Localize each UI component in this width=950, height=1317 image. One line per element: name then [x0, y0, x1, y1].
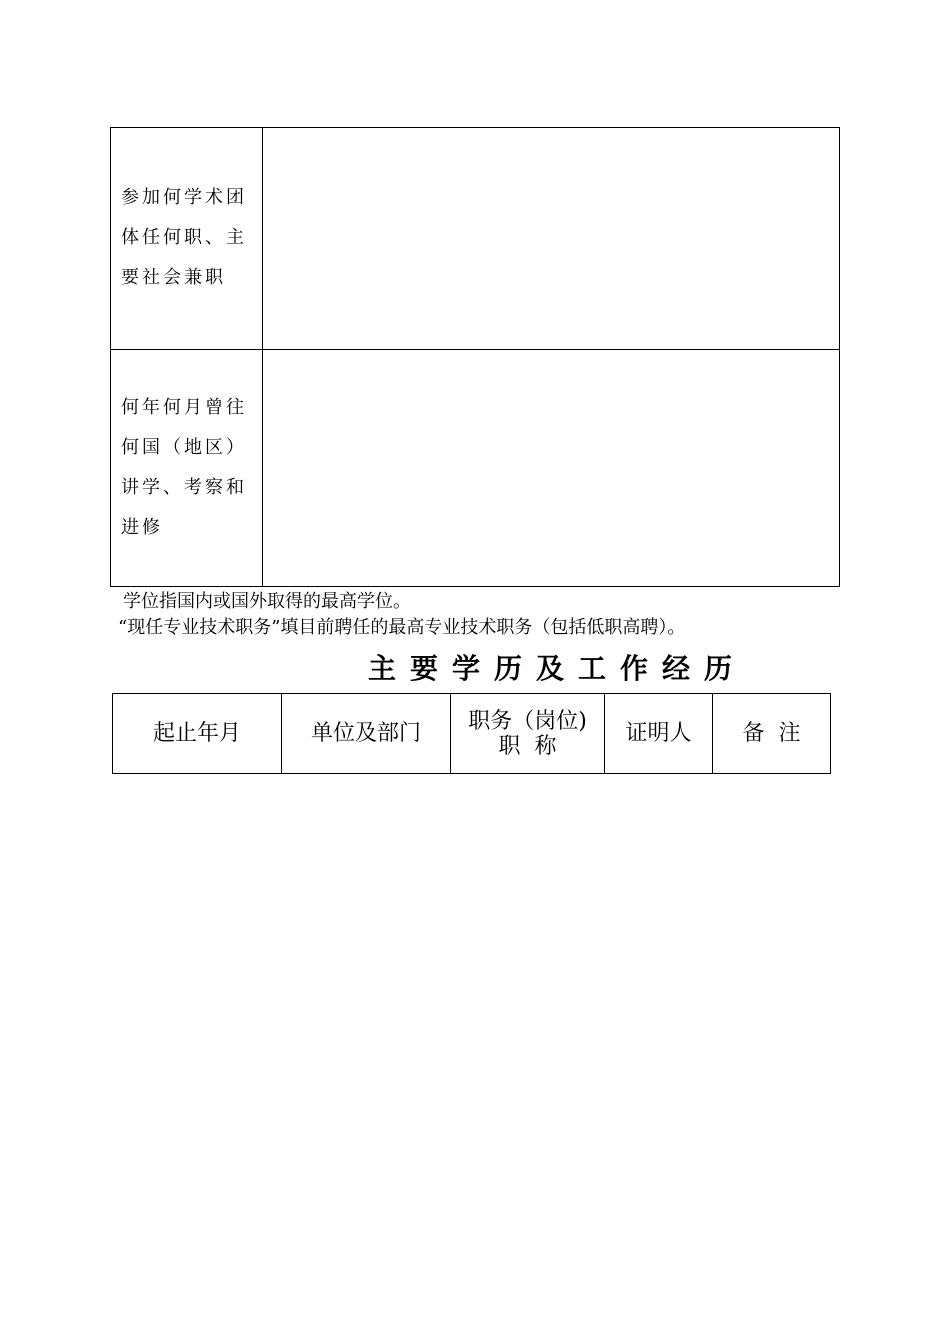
overseas-visit-value-cell[interactable]	[263, 349, 840, 586]
academic-society-row	[111, 128, 840, 350]
header-position	[451, 694, 605, 774]
academic-society-label: 参加何学术团体任何职、主要社会兼职	[121, 187, 247, 289]
header-unit: 单位及部门	[282, 694, 451, 774]
header-remarks: 备 注	[713, 694, 831, 774]
history-section-title: 主要学历及工作经历	[368, 652, 747, 685]
academic-society-value-cell[interactable]	[263, 128, 840, 350]
history-header-row	[113, 694, 831, 774]
footnote-degree: 学位指国内或国外取得的最高学位。	[123, 591, 411, 612]
header-period: 起止年月	[113, 694, 282, 774]
header-witness: 证明人	[605, 694, 713, 774]
overseas-visit-label-cell	[111, 349, 263, 586]
overseas-visit-row	[111, 349, 840, 586]
info-form-table	[110, 127, 840, 587]
footnote-title: “现任专业技术职务”填目前聘任的最高专业技术职务（包括低职高聘）。	[118, 617, 686, 638]
overseas-visit-label: 何年何月曾往何国（地区）讲学、考察和进修	[121, 396, 247, 538]
header-position-line1: 职务（岗位)	[468, 708, 587, 734]
header-position-line2: 职 称	[498, 733, 557, 759]
history-table	[112, 693, 831, 774]
academic-society-label-cell	[111, 128, 263, 350]
